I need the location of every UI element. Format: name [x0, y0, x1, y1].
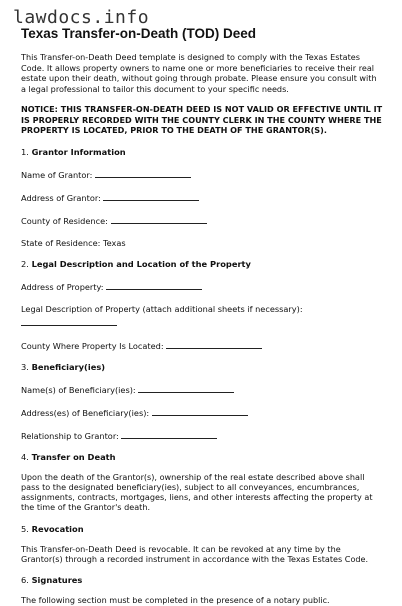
document-page [21, 26, 383, 606]
section-title: Beneficiary(ies) [31, 361, 106, 372]
section-2-heading [21, 259, 383, 269]
section-number: 5. [21, 523, 29, 534]
section-title: Signatures [31, 575, 83, 586]
field-label: Address of Grantor: [21, 192, 101, 203]
field-label: County Where Property Is Located: [21, 340, 164, 351]
section-title: Transfer on Death [31, 451, 116, 462]
site-watermark: lawdocs.info [13, 7, 150, 28]
section-3-heading [21, 362, 383, 372]
document-title: Texas Transfer-on-Death (TOD) Deed [21, 26, 257, 41]
section-title: Grantor Information [31, 146, 126, 157]
county-located-field [21, 340, 383, 351]
grantor-address-field [21, 192, 383, 203]
relationship-field [21, 430, 383, 441]
state-residence-field [21, 238, 383, 248]
section-4-heading [21, 452, 383, 462]
notice-paragraph: NOTICE: THIS TRANSFER-ON-DEATH DEED IS NOT VALID OR EFFECTIVE UNTIL IT IS PROPERLY RECORDED WITH THE COUNTY CLERK IN THE COUNTY WHERE THE PROPERTY IS LOCATED, PRIOR TO THE DEATH OF THE GRANTOR(S). [21, 104, 383, 135]
field-label: State of Residence: Texas [21, 237, 126, 248]
section-number: 3. [21, 361, 29, 372]
legal-description-blank[interactable] [21, 317, 117, 326]
signatures-paragraph: The following section must be completed in the presence of a notary public. [21, 595, 330, 606]
beneficiary-names-blank[interactable] [138, 384, 234, 393]
section-title: Legal Description and Location of the Property [31, 258, 251, 269]
legal-description-line [21, 317, 383, 328]
field-label: Name of Grantor: [21, 169, 93, 180]
field-label: County of Residence: [21, 215, 108, 226]
legal-description-field [21, 304, 383, 314]
county-residence-field [21, 215, 383, 226]
county-residence-blank[interactable] [111, 215, 207, 224]
transfer-paragraph: Upon the death of the Grantor(s), ownership of the real estate described above shall pass to the designated beneficiary(ies), subject to all conveyances, encumbrances, assignments, contracts, mortgages, liens, and other interests affecting the property at the time of the Grantor's death. [21, 471, 373, 513]
field-label: Address(es) of Beneficiary(ies): [21, 407, 150, 418]
grantor-address-blank[interactable] [103, 192, 199, 201]
field-label: Address of Property: [21, 281, 104, 292]
section-number: 6. [21, 575, 29, 586]
relationship-blank[interactable] [121, 430, 217, 439]
field-label: Name(s) of Beneficiary(ies): [21, 384, 136, 395]
beneficiary-names-field [21, 384, 383, 395]
section-number: 4. [21, 451, 29, 462]
section-number: 1. [21, 146, 29, 157]
section-number: 2. [21, 258, 29, 269]
intro-paragraph: This Transfer-on-Death Deed template is designed to comply with the Texas Estates Code. It allows property owners to name one or more beneficiaries to receive their real estate upon their death, without going through probate. Please ensure you consult with a legal professional to tailor this document to your specific needs. [21, 52, 377, 94]
revocation-paragraph: This Transfer-on-Death Deed is revocable. It can be revoked at any time by the Grantor(s) through a recorded instrument in accordance with the Texas Estates Code. [21, 543, 369, 564]
section-6-heading [21, 575, 383, 585]
property-address-blank[interactable] [106, 281, 202, 290]
section-1-heading [21, 147, 383, 157]
field-label: Relationship to Grantor: [21, 430, 119, 441]
section-5-heading [21, 524, 383, 534]
grantor-name-field [21, 169, 383, 180]
beneficiary-addresses-blank[interactable] [152, 407, 248, 416]
property-address-field [21, 281, 383, 292]
section-title: Revocation [31, 523, 84, 534]
field-label: Legal Description of Property (attach additional sheets if necessary): [21, 303, 303, 314]
grantor-name-blank[interactable] [95, 169, 191, 178]
county-located-blank[interactable] [166, 340, 262, 349]
beneficiary-addresses-field [21, 407, 383, 418]
